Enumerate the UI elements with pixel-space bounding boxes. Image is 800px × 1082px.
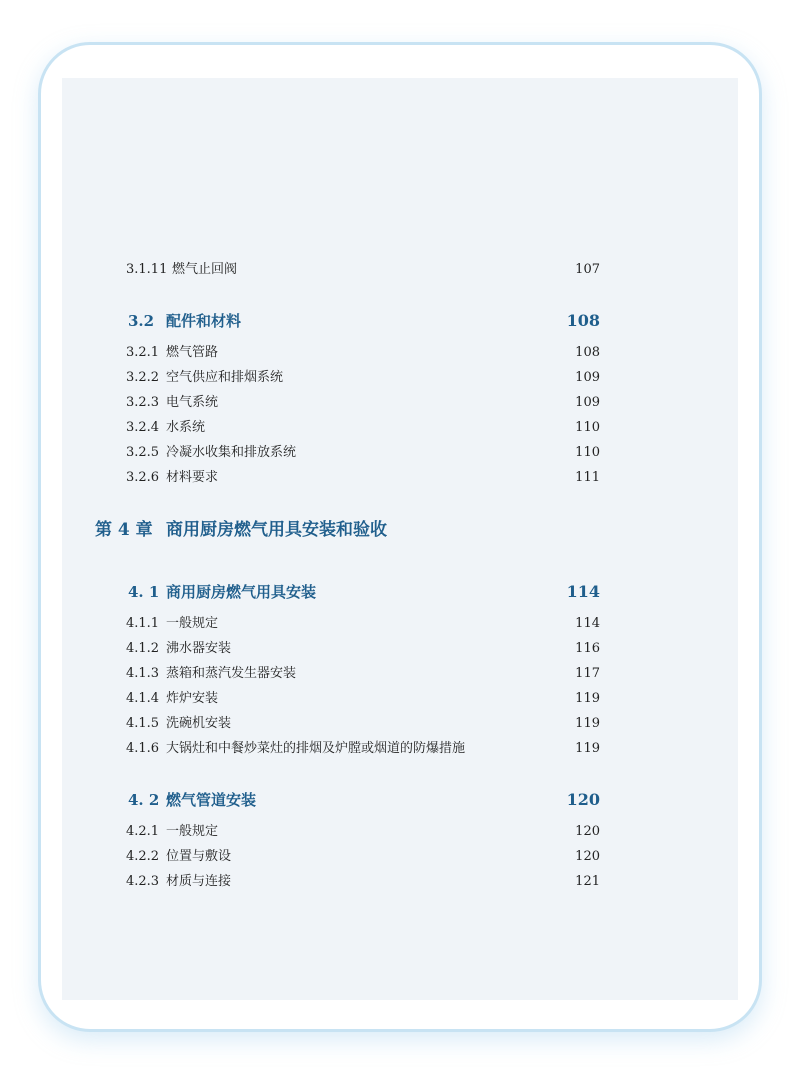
toc-section-4-1[interactable] bbox=[126, 579, 600, 605]
entry-number: 4.1.3 bbox=[126, 666, 160, 681]
toc-entry-4-1-3[interactable] bbox=[126, 663, 600, 685]
section-number: 4. 1 bbox=[128, 583, 160, 601]
entry-page: 119 bbox=[575, 716, 600, 731]
entry-title: 洗碗机安装 bbox=[166, 716, 232, 731]
chapter-title: 商用厨房燃气用具安装和验收 bbox=[166, 520, 387, 540]
toc-chapter-4[interactable] bbox=[95, 516, 595, 544]
entry-page: 111 bbox=[575, 470, 600, 485]
entry-title: 一般规定 bbox=[166, 824, 219, 839]
entry-number: 3.2.6 bbox=[126, 470, 160, 485]
entry-title: 一般规定 bbox=[166, 616, 219, 631]
entry-page: 121 bbox=[575, 874, 600, 889]
entry-number: 4.1.4 bbox=[126, 691, 160, 706]
toc-entry-3-1-11[interactable] bbox=[126, 259, 600, 281]
toc-entry-3-2-1[interactable] bbox=[126, 342, 600, 364]
toc-entry-3-2-4[interactable] bbox=[126, 417, 600, 439]
entry-page: 116 bbox=[575, 641, 600, 656]
toc-entry-4-1-1[interactable] bbox=[126, 613, 600, 635]
toc-section-4-2[interactable] bbox=[126, 787, 600, 813]
toc-entry-4-2-1[interactable] bbox=[126, 821, 600, 843]
entry-title: 大锅灶和中餐炒菜灶的排烟及炉膛或烟道的防爆措施 bbox=[166, 741, 466, 756]
entry-number: 4.2.3 bbox=[126, 874, 160, 889]
toc-entry-4-1-5[interactable] bbox=[126, 713, 600, 735]
entry-page: 108 bbox=[575, 345, 600, 360]
entry-title: 位置与敷设 bbox=[166, 849, 232, 864]
entry-number: 3.2.1 bbox=[126, 345, 160, 360]
toc-entry-3-2-2[interactable] bbox=[126, 367, 600, 389]
section-number: 3.2 bbox=[128, 312, 155, 330]
section-page: 114 bbox=[566, 582, 600, 601]
entry-page: 117 bbox=[575, 666, 600, 681]
entry-title: 水系统 bbox=[166, 420, 206, 435]
entry-number: 3.2.5 bbox=[126, 445, 160, 460]
toc-entry-4-1-2[interactable] bbox=[126, 638, 600, 660]
entry-title: 冷凝水收集和排放系统 bbox=[166, 445, 297, 460]
toc-entry-4-1-6[interactable] bbox=[126, 738, 600, 760]
entry-title: 空气供应和排烟系统 bbox=[166, 370, 284, 385]
entry-number: 4.1.1 bbox=[126, 616, 160, 631]
entry-title: 炸炉安装 bbox=[166, 691, 219, 706]
entry-title: 蒸箱和蒸汽发生器安装 bbox=[166, 666, 297, 681]
entry-number: 4.1.5 bbox=[126, 716, 160, 731]
toc-entry-3-2-3[interactable] bbox=[126, 392, 600, 414]
entry-page: 110 bbox=[575, 420, 600, 435]
toc-entry-4-2-2[interactable] bbox=[126, 846, 600, 868]
section-page: 108 bbox=[566, 311, 600, 330]
chapter-number: 第 4 章 bbox=[95, 520, 153, 540]
toc-entry-3-2-5[interactable] bbox=[126, 442, 600, 464]
toc-entry-3-2-6[interactable] bbox=[126, 467, 600, 489]
entry-page: 109 bbox=[575, 370, 600, 385]
toc-section-3-2[interactable] bbox=[126, 308, 600, 334]
entry-title: 燃气管路 bbox=[166, 345, 219, 360]
entry-number: 4.2.2 bbox=[126, 849, 160, 864]
entry-number: 4.1.2 bbox=[126, 641, 160, 656]
entry-page: 120 bbox=[575, 849, 600, 864]
entry-title: 材料要求 bbox=[166, 470, 219, 485]
entry-number: 4.1.6 bbox=[126, 741, 160, 756]
entry-page: 110 bbox=[575, 445, 600, 460]
entry-title: 电气系统 bbox=[166, 395, 219, 410]
section-page: 120 bbox=[566, 790, 600, 809]
entry-number: 3.1.11 bbox=[126, 262, 168, 277]
entry-page: 107 bbox=[575, 262, 600, 277]
entry-number: 3.2.2 bbox=[126, 370, 160, 385]
section-number: 4. 2 bbox=[128, 791, 160, 809]
entry-page: 119 bbox=[575, 741, 600, 756]
section-title: 配件和材料 bbox=[166, 312, 242, 330]
entry-title: 沸水器安装 bbox=[166, 641, 232, 656]
section-title: 燃气管道安装 bbox=[166, 791, 257, 809]
entry-page: 114 bbox=[575, 616, 600, 631]
entry-page: 109 bbox=[575, 395, 600, 410]
toc-entry-4-1-4[interactable] bbox=[126, 688, 600, 710]
entry-page: 120 bbox=[575, 824, 600, 839]
toc-entry-4-2-3[interactable] bbox=[126, 871, 600, 893]
section-title: 商用厨房燃气用具安装 bbox=[166, 583, 317, 601]
entry-page: 119 bbox=[575, 691, 600, 706]
entry-number: 4.2.1 bbox=[126, 824, 160, 839]
entry-number: 3.2.4 bbox=[126, 420, 160, 435]
entry-title: 材质与连接 bbox=[166, 874, 232, 889]
entry-number: 3.2.3 bbox=[126, 395, 160, 410]
entry-title: 燃气止回阀 bbox=[172, 262, 238, 277]
